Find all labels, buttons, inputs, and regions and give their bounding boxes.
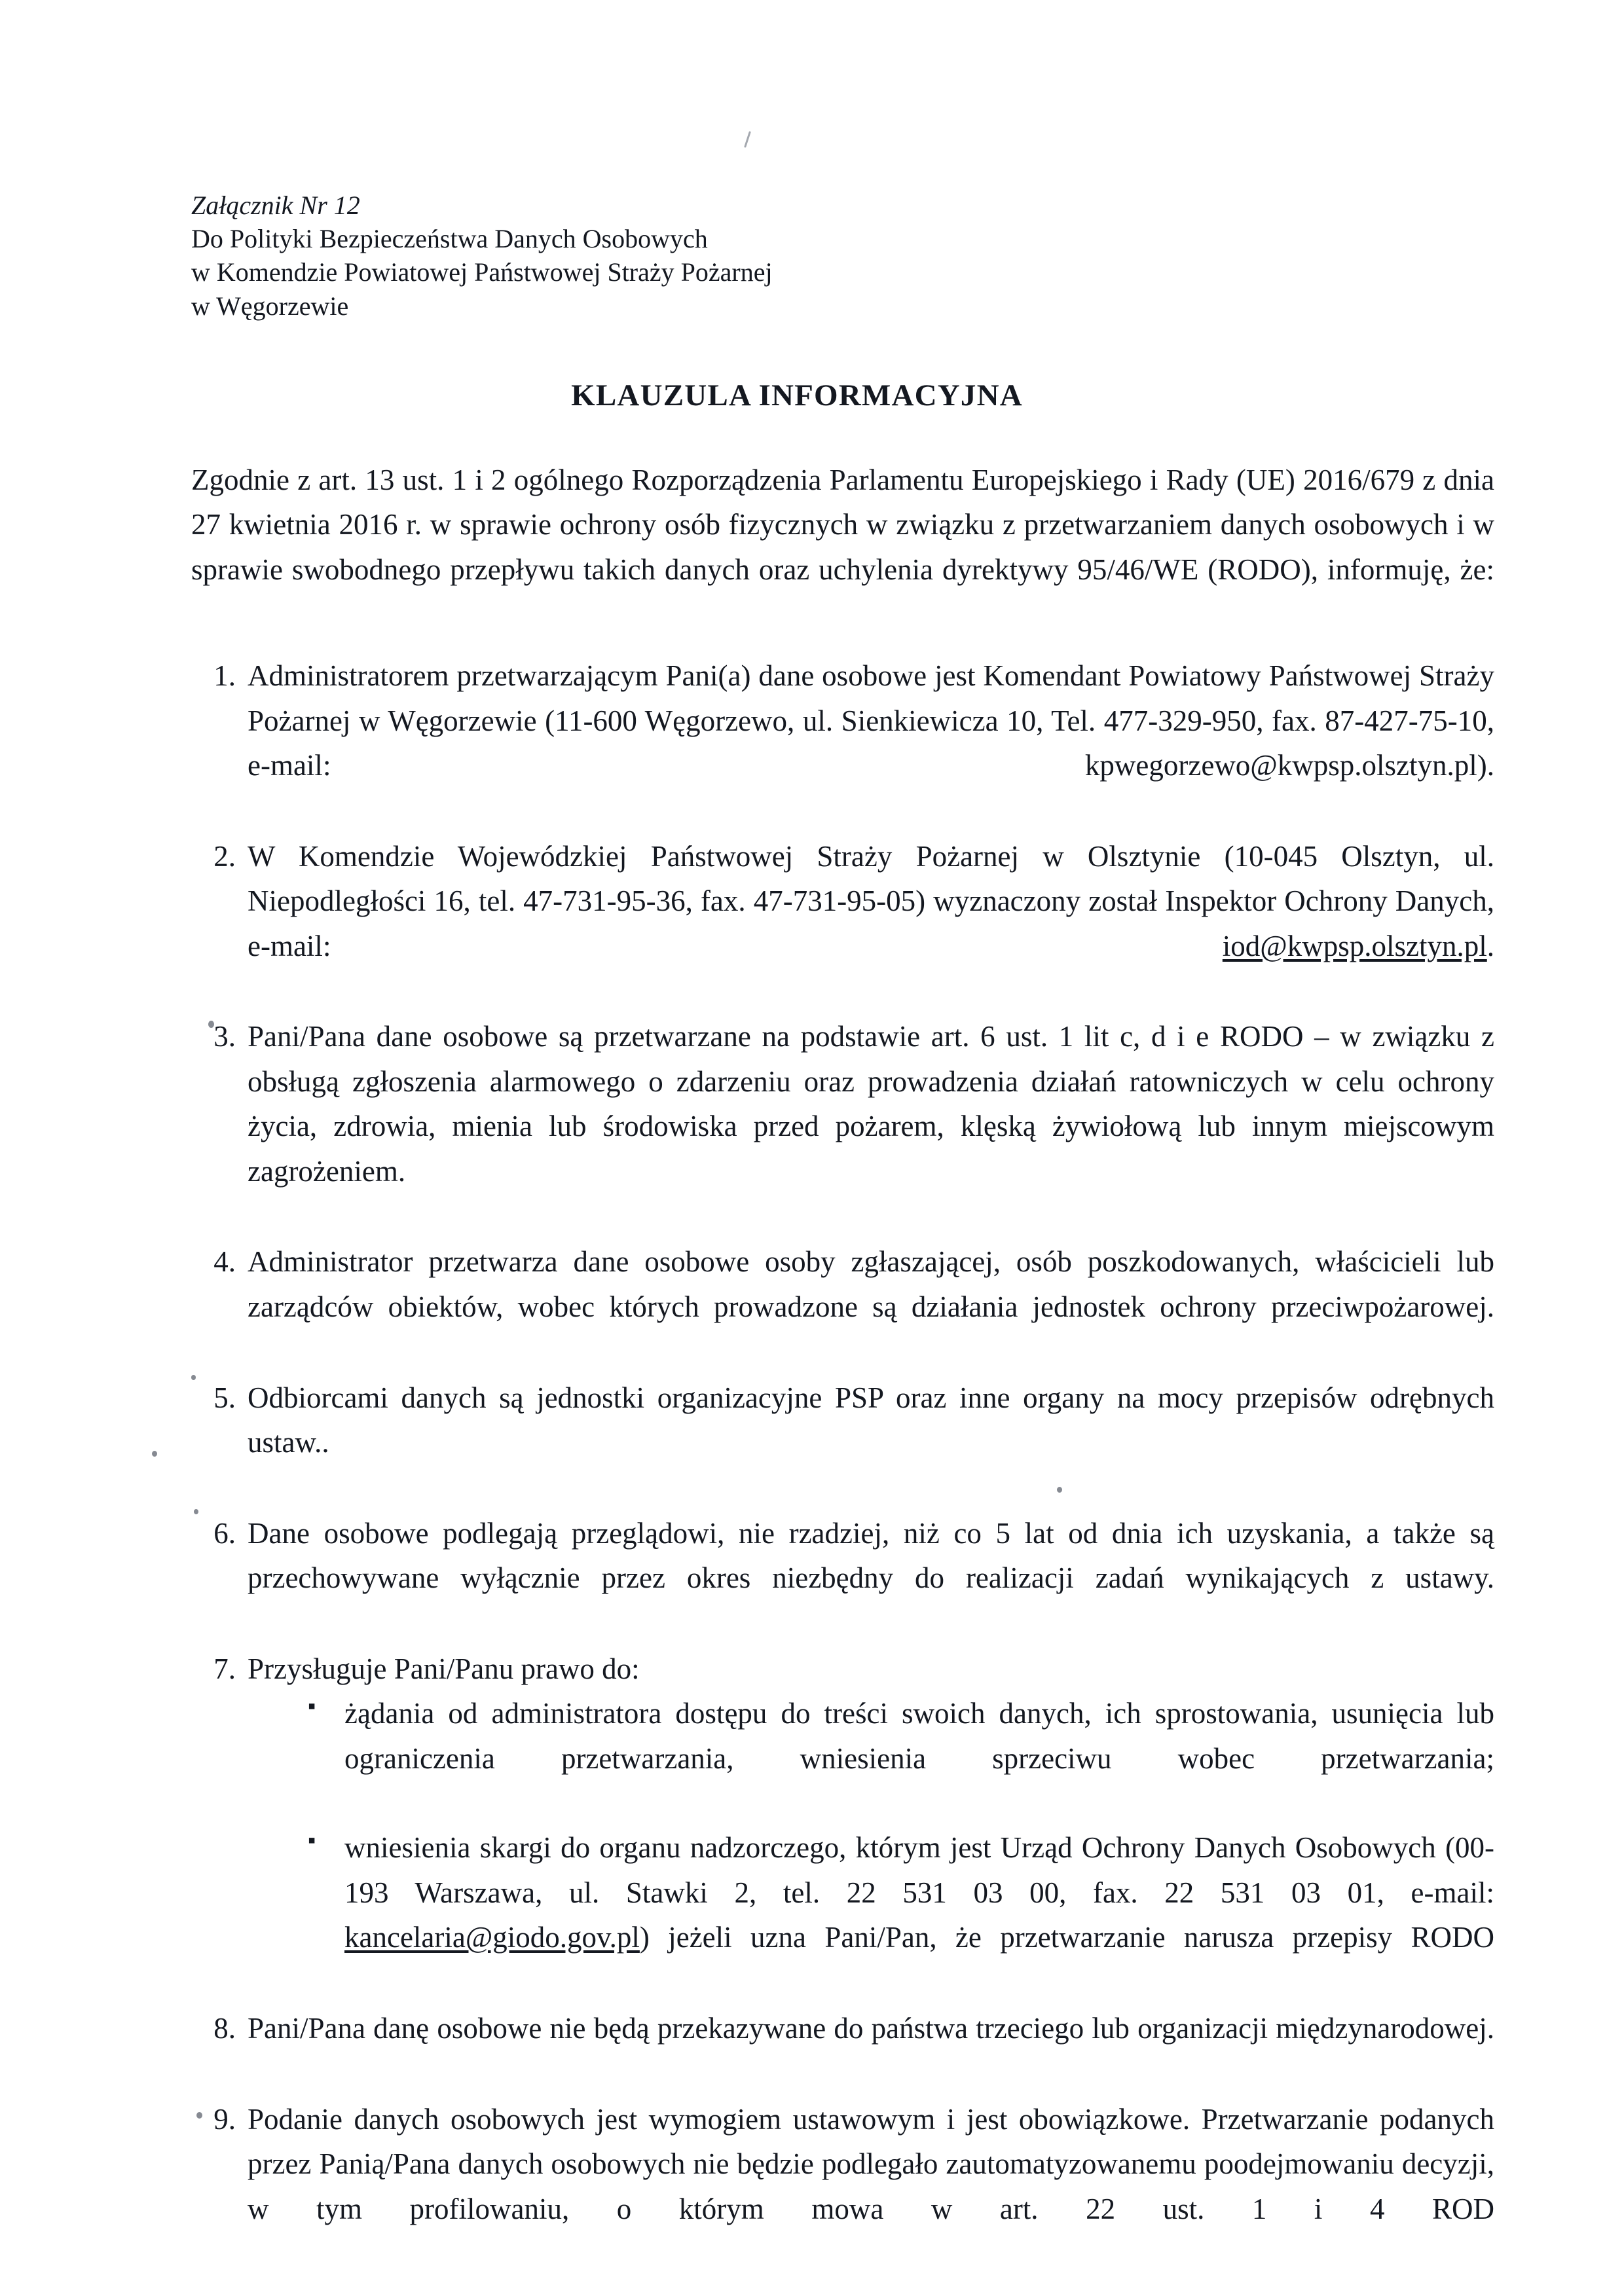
document-content — [191, 0, 1494, 2277]
list-item-1-text: Administratorem przetwarzającym Pani(a) dane osobowe jest Komendant Powiatowy Państwowej Straży Pożarnej w Węgorzewie (11-600 Węgorzewo, ul. Sienkiewicza 10, Tel. 477-329-950, fax. 87-427-75-10, e-mail: kpwegorzewo@kwpsp.olsztyn.pl). — [248, 659, 1494, 782]
list-item-3-text: Pani/Pana dane osobowe są przetwarzane na podstawie art. 6 ust. 1 lit c, d i e RODO – w związku z obsługą zgłoszenia alarmowego o zdarzeniu oraz prowadzenia działań ratowniczych w celu ochrony życia, zdrowia, mienia lub środowiska przed pożarem, klęską żywiołową lub innym miejscowym zagrożeniem. — [248, 1020, 1494, 1188]
list-item-7 — [191, 1647, 1494, 2005]
page-title: KLAUZULA INFORMACYJNA — [571, 378, 1023, 412]
rights-bullet-2-text — [344, 1825, 1494, 2005]
list-item-7-lead: Przysługuje Pani/Panu prawo do: — [248, 1652, 640, 1685]
rights-bullet-list — [248, 1691, 1494, 2005]
rights-bullet-2-text-pre: wniesienia skargi do organu nadzorczego, którym jest Urząd Ochrony Danych Osobowych (00-193 Warszawa, ul. Stawki 2, tel. 22 531 03 00, fax. 22 531 03 01, e-mail: — [344, 1831, 1494, 1909]
list-item-2-text-pre: W Komendzie Wojewódzkiej Państwowej Straży Pożarnej w Olsztynie (10-045 Olsztyn, ul. Niepodległości 16, tel. 47-731-95-36, fax. 47-731-95-05) wyznaczony został Inspektor Ochrony Danych, e-mail: — [248, 839, 1494, 962]
uodo-email-link[interactable]: kancelaria@giodo.gov.pl — [344, 1921, 640, 1954]
rights-bullet-2-text-post: ) jeżeli uzna Pani/Pan, że przetwarzanie narusza przepisy RODO — [639, 1921, 1494, 1954]
list-item-5 — [191, 1376, 1494, 1510]
rights-bullet-2 — [304, 1825, 1494, 2005]
information-clause-list — [191, 653, 1494, 2276]
attachment-number: Załącznik Nr 12 — [191, 191, 360, 220]
list-item-9 — [191, 2097, 1494, 2276]
list-item-6 — [191, 1511, 1494, 1645]
scan-speck — [152, 1451, 157, 1457]
intro-paragraph: Zgodnie z art. 13 ust. 1 i 2 ogólnego Rozporządzenia Parlamentu Europejskiego i Rady (UE) 2016/679 z dnia 27 kwietnia 2016 r. w sprawie ochrony osób fizycznych w związku z przetwarzaniem danych osobowych i w sprawie swobodnego przepływu takich danych oraz uchylenia dyrektywy 95/46/WE (RODO), informuję, że: — [191, 463, 1494, 586]
list-item-6-text: Dane osobowe podlegają przeglądowi, nie rzadziej, niż co 5 lat od dnia ich uzyskania, a także są przechowywane wyłącznie przez okres niezbędny do realizacji zadań wynikających z ustawy. — [248, 1516, 1494, 1595]
list-item-1 — [191, 653, 1494, 833]
header-line-unit: w Komendzie Powiatowej Państwowej Straży Pożarnej — [191, 257, 773, 287]
rights-bullet-1-text: ▪ żądania od administratora dostępu do treści swoich danych, ich sprostowania, usunięcia lub ograniczenia przetwarzania, wniesienia sprzeciwu wobec przetwarzania; — [344, 1697, 1494, 1775]
list-item-8 — [191, 2006, 1494, 2096]
list-item-8-text: Pani/Pana danę osobowe nie będą przekazywane do państwa trzeciego lub organizacji międzynarodowej. — [248, 2012, 1494, 2045]
iod-email-link[interactable]: iod@kwpsp.olsztyn.pl — [1222, 929, 1487, 962]
document-header — [191, 189, 1494, 323]
list-item-9-text: Podanie danych osobowych jest wymogiem ustawowym i jest obowiązkowe. Przetwarzanie podanych przez Panią/Pana danych osobowych nie będzie podlegało zautomatyzowanemu poodejmowaniu decyzji, w tym profilowaniu, o którym mowa w art. 22 ust. 1 i 4 ROD — [248, 2102, 1494, 2225]
list-item-4-text: Administrator przetwarza dane osobowe osoby zgłaszającej, osób poszkodowanych, właścicieli lub zarządców obiektów, wobec których prowadzone są działania jednostek ochrony przeciwpożarowej. — [248, 1245, 1494, 1323]
list-item-2-text — [248, 834, 1494, 1013]
rights-bullet-1 — [304, 1691, 1494, 1825]
header-line-policy: Do Polityki Bezpieczeństwa Danych Osobowych — [191, 224, 708, 254]
header-line-city: w Węgorzewie — [191, 291, 349, 321]
list-item-2-text-post: . — [1486, 929, 1494, 962]
list-item-5-text: Odbiorcami danych są jednostki organizacyjne PSP oraz inne organy na mocy przepisów odrębnych ustaw.. — [248, 1381, 1494, 1459]
list-item-2 — [191, 834, 1494, 1013]
list-item-3 — [191, 1014, 1494, 1238]
list-item-4 — [191, 1239, 1494, 1374]
